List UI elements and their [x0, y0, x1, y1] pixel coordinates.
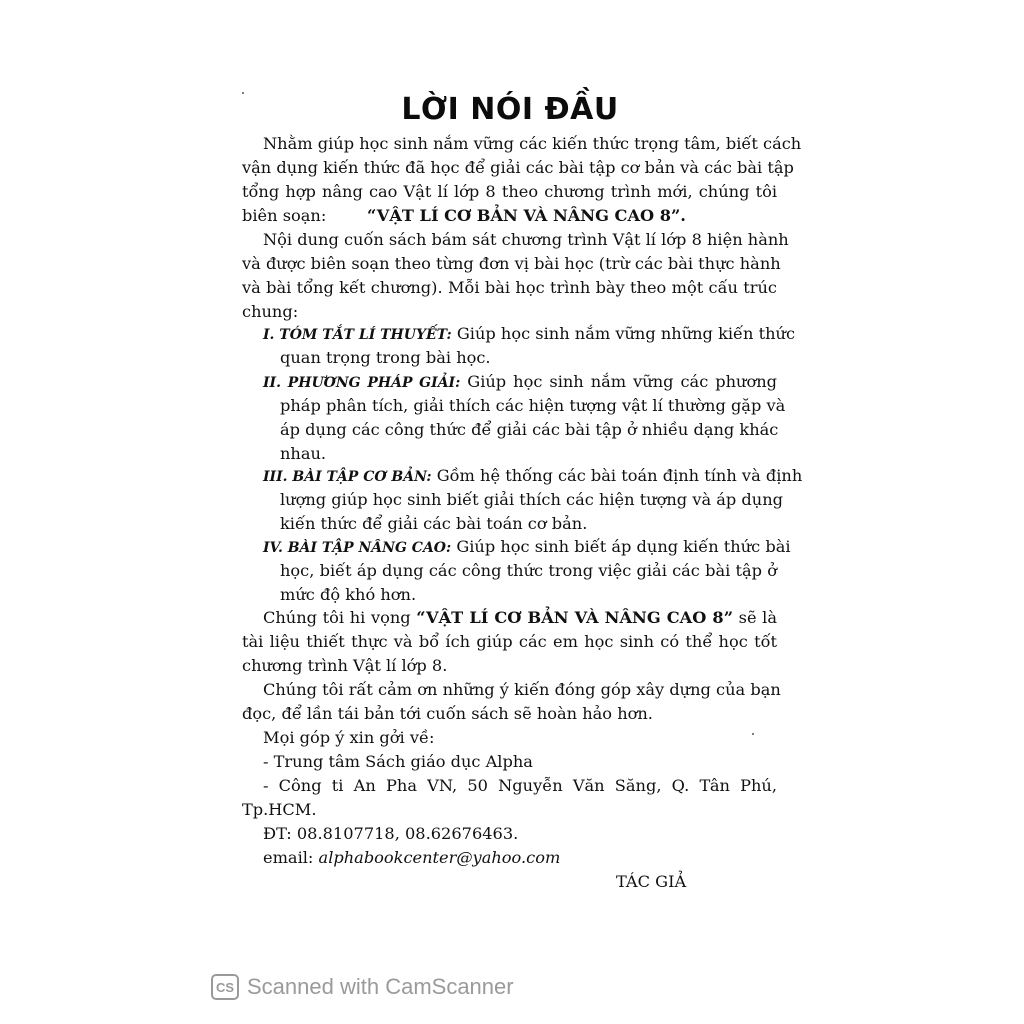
section-2-heading: II. PHƯƠNG PHÁP GIẢI:	[263, 375, 461, 391]
section-4-heading: IV. BÀI TẬP NÂNG CAO:	[263, 540, 452, 556]
section-2-line-3: áp dụng các công thức để giải các bài tập ở nhiều dạng khác	[280, 420, 779, 439]
section-4-line-1	[263, 535, 791, 559]
paragraph-1-line-4	[242, 204, 777, 228]
section-2-text: Giúp học sinh nắm vững các phương	[460, 372, 777, 391]
paragraph-4-line-1: Chúng tôi rất cảm ơn những ý kiến đóng góp xây dựng của bạn	[263, 680, 781, 699]
section-2-line-1	[263, 370, 777, 394]
paragraph-2-line-2: và được biên soạn theo từng đơn vị bài học (trừ các bài thực hành	[242, 254, 781, 273]
section-2-line-4: nhau.	[280, 444, 327, 463]
section-3-line-1	[263, 464, 803, 488]
section-1-text: Giúp học sinh nắm vững những kiến thức	[451, 324, 796, 343]
section-3-line-2: lượng giúp học sinh biết giải thích các hiện tượng và áp dụng	[280, 490, 783, 509]
compiled-label: biên soạn:	[242, 206, 327, 225]
section-3-text: Gồm hệ thống các bài toán định tính và định	[431, 466, 803, 485]
page-title: LỜI NÓI ĐẦU	[401, 92, 619, 127]
paragraph-2-line-3: và bài tổng kết chương). Mỗi bài học trình bày theo một cấu trúc	[242, 278, 777, 297]
paragraph-3-suffix: sẽ là	[733, 608, 777, 627]
paragraph-2-line-4: chung:	[242, 302, 299, 321]
contact-phone: ĐT: 08.8107718, 08.62676463.	[263, 824, 519, 843]
contact-item-1: - Trung tâm Sách giáo dục Alpha	[263, 752, 533, 771]
section-3-heading: III. BÀI TẬP CƠ BẢN:	[263, 469, 432, 485]
paragraph-3-line-1	[263, 606, 777, 630]
paragraph-3-line-3: chương trình Vật lí lớp 8.	[242, 656, 448, 675]
paragraph-2-line-1: Nội dung cuốn sách bám sát chương trình Vật lí lớp 8 hiện hành	[263, 230, 789, 249]
paragraph-1-line-3: tổng hợp nâng cao Vật lí lớp 8 theo chương trình mới, chúng tôi	[242, 182, 777, 201]
section-1-line-1	[263, 322, 796, 346]
contact-intro: Mọi góp ý xin gởi về:	[263, 728, 435, 747]
watermark-text: Scanned with CamScanner	[247, 974, 514, 999]
section-2-line-2: pháp phân tích, giải thích các hiện tượng vật lí thường gặp và	[280, 396, 786, 415]
email-label: email:	[263, 848, 319, 867]
camscanner-watermark	[211, 971, 514, 1003]
contact-email	[263, 846, 560, 870]
section-4-text: Giúp học sinh biết áp dụng kiến thức bài	[451, 537, 791, 556]
email-address: alphabookcenter@yahoo.com	[318, 848, 561, 867]
scan-speck	[752, 733, 754, 735]
paragraph-1-line-1: Nhằm giúp học sinh nắm vững các kiến thức trọng tâm, biết cách	[263, 134, 802, 153]
paragraph-4-line-2: đọc, để lần tái bản tới cuốn sách sẽ hoàn hảo hơn.	[242, 704, 653, 723]
paragraph-1-line-2: vận dụng kiến thức đã học để giải các bài tập cơ bản và các bài tập	[242, 158, 794, 177]
book-title-repeat: “VẬT LÍ CƠ BẢN VÀ NÂNG CAO 8”	[416, 608, 734, 627]
section-4-line-3: mức độ khó hơn.	[280, 585, 417, 604]
section-1-heading: I. TÓM TẮT LÍ THUYẾT:	[263, 327, 452, 343]
contact-item-2-line-2: Tp.HCM.	[242, 800, 317, 819]
camscanner-logo-icon: CS	[211, 974, 239, 1000]
paragraph-3-line-2: tài liệu thiết thực và bổ ích giúp các em học sinh có thể học tốt	[242, 632, 777, 651]
section-3-line-3: kiến thức để giải các bài toán cơ bản.	[280, 514, 588, 533]
contact-item-2-line-1: - Công ti An Pha VN, 50 Nguyễn Văn Săng, Q. Tân Phú,	[263, 776, 777, 795]
book-title: “VẬT LÍ CƠ BẢN VÀ NÂNG CAO 8”.	[367, 206, 686, 225]
author-signature: TÁC GIẢ	[616, 872, 687, 891]
section-4-line-2: học, biết áp dụng các công thức trong việc giải các bài tập ở	[280, 561, 777, 580]
section-1-line-2: quan trọng trong bài học.	[280, 348, 491, 367]
paragraph-3-prefix: Chúng tôi hi vọng	[263, 608, 417, 627]
